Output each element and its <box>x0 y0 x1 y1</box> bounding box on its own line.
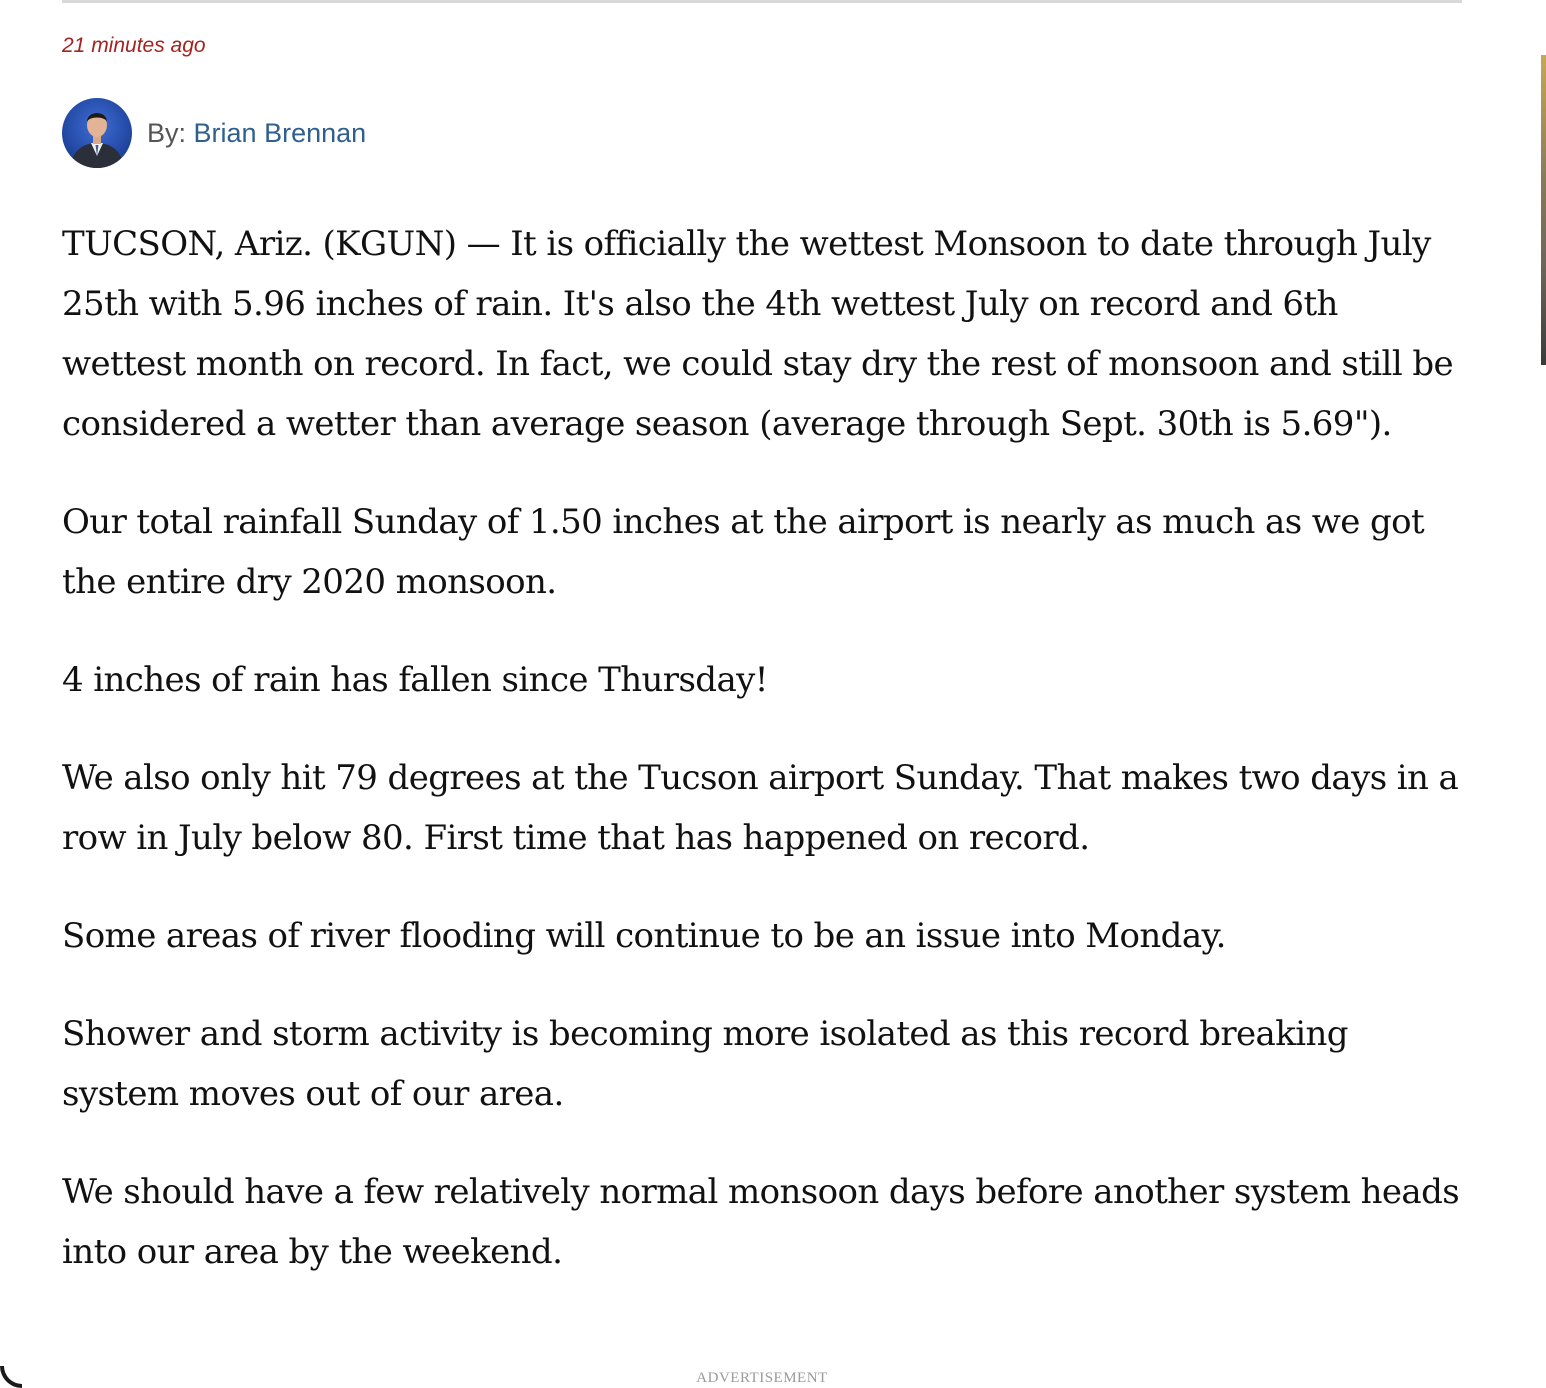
article-paragraph: We should have a few relatively normal monsoon days before another system heads into our area by the weekend. <box>62 1172 1460 1272</box>
byline-text <box>147 118 366 149</box>
sidebar-image-edge <box>1541 55 1546 365</box>
byline-prefix: By: <box>147 117 187 148</box>
article-paragraph: Some areas of river flooding will continue to be an issue into Monday. <box>62 916 1226 956</box>
article-paragraph: Shower and storm activity is becoming more isolated as this record breaking system moves out of our area. <box>62 1014 1348 1114</box>
author-avatar-icon[interactable] <box>62 98 132 168</box>
author-name-link[interactable]: Brian Brennan <box>193 117 367 148</box>
article-timestamp: 21 minutes ago <box>62 34 206 57</box>
article-paragraph: TUCSON, Ariz. (KGUN) — It is officially the wettest Monsoon to date through July 25th with 5.96 inches of rain. It's also the 4th wettest July on record and 6th wettest month on record. In fact, we could stay dry the rest of monsoon and still be considered a wetter than average season (average through Sept. 30th is 5.69"). <box>62 224 1453 444</box>
article-paragraph: Our total rainfall Sunday of 1.50 inches at the airport is nearly as much as we got the entire dry 2020 monsoon. <box>62 502 1425 602</box>
article-body <box>62 214 1468 1320</box>
byline <box>62 98 366 168</box>
top-divider <box>62 0 1462 3</box>
article-paragraph: 4 inches of rain has fallen since Thursday! <box>62 660 768 700</box>
advertisement-label: ADVERTISEMENT <box>696 1370 828 1386</box>
article-paragraph: We also only hit 79 degrees at the Tucson airport Sunday. That makes two days in a row in July below 80. First time that has happened on record. <box>62 758 1459 858</box>
